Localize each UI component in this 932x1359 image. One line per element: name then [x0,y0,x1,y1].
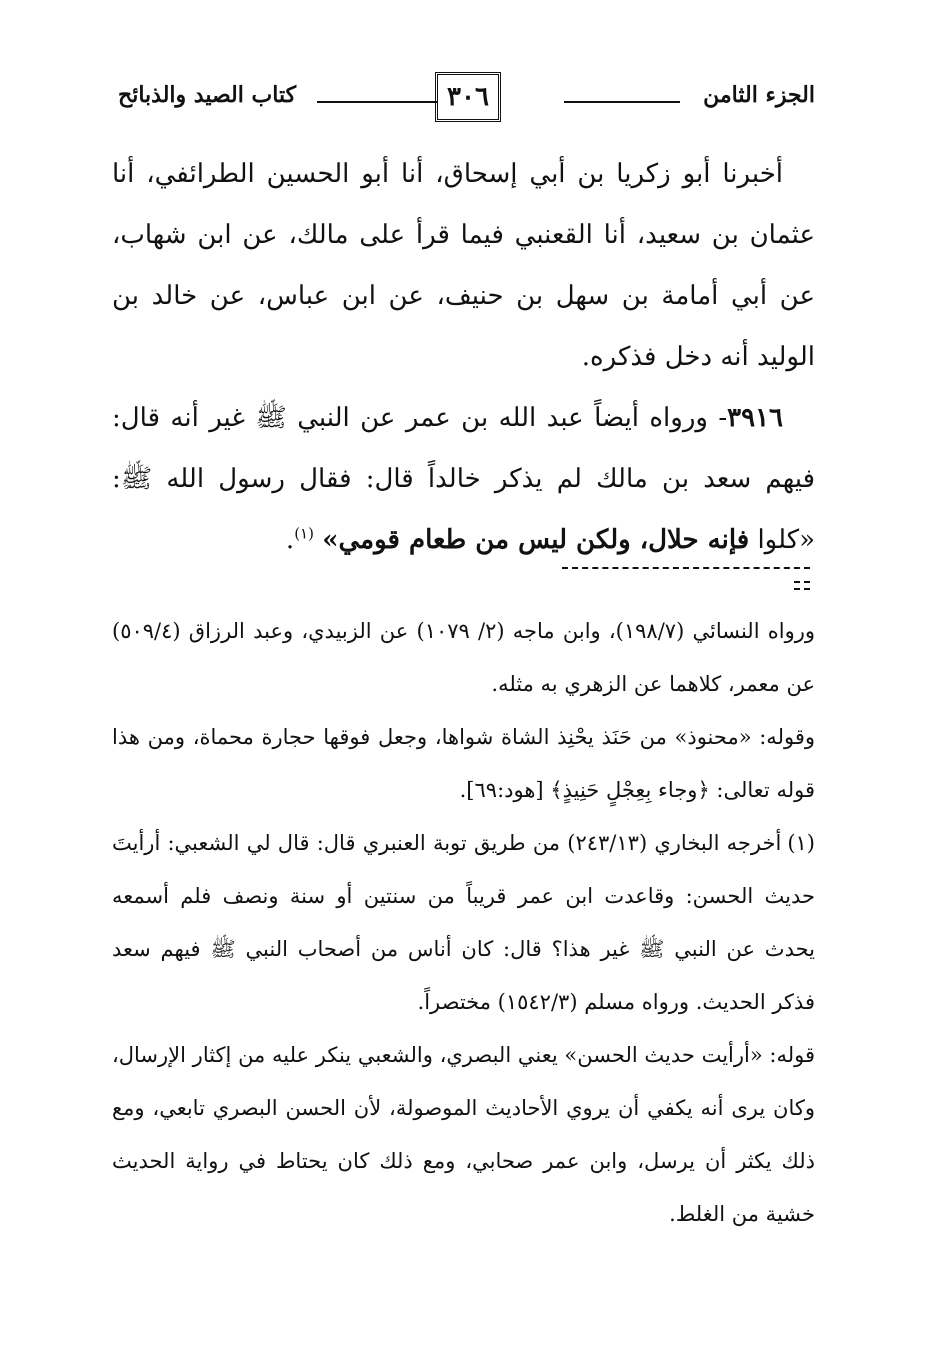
footnote-paragraph [112,817,815,1029]
footnote-reference: (١) [294,524,314,543]
page-number-box [435,72,501,122]
running-header [118,72,815,128]
prophetic-quote-bold: فإنه حلال، ولكن ليس من طعام قومي» [322,525,750,555]
header-rule-right [564,101,680,103]
volume-title: الجزء الثامن [703,82,815,108]
hadith-paragraph [112,388,815,571]
footnote-commentary: قوله: «أرأيت حديث الحسن» يعني البصري، والشعبي ينكر عليه من إكثار الإرسال، وكان يرى أنه يكفي أن يروي الأحاديث الموصولة، لأن الحسن البصري تابعي، ومع ذلك يكثر أن يرسل، وابن عمر صحابي، ومع ذلك كان يحتاط في رواية الحديث خشية من الغلط. [112,1043,815,1226]
separator-dashed-line [562,567,810,569]
narration-paragraph: أخبرنا أبو زكريا بن أبي إسحاق، أنا أبو الحسين الطرائفي، أنا عثمان بن سعيد، أنا القعنبي فيما قرأ على مالك، عن ابن شهاب، عن أبي أمامة بن سهل بن حنيف، عن ابن عباس، عن خالد بن الوليد أنه دخل فذكره. [112,159,815,372]
note-paragraph: وقوله: «محنوذ» من حَنَذ يحْنِذ الشاة شواها، وجعل فوقها حجارة محماة، ومن هذا قوله تعالى: ﴿وجاء بِعِجْلٍ حَنِيذٍ﴾ [هود:٦٩]. [112,725,815,802]
page-number: ٣٠٦ [447,82,489,112]
notes-section [112,605,815,1241]
header-rule-left [317,101,438,103]
notes-separator [560,563,810,593]
hadith-text: - ورواه أيضاً عبد الله بن عمر عن النبي ﷺ غير أنه قال: فيهم سعد بن مالك لم يذكر خالداً قال: فقال رسول الله ﷺ: «كلوا [112,403,815,555]
paragraph-end-period: . [285,525,295,555]
separator-short-line [794,588,810,590]
main-text [112,144,815,571]
note-paragraph: ورواه النسائي (١٩٨/٧)، وابن ماجه (٢/ ١٠٧٩) عن الزبيدي، وعبد الرزاق (٥٠٩/٤) عن معمر، كلاهما عن الزهري به مثله. [112,619,815,696]
footnote-text: أخرجه البخاري (٢٤٣/١٣) من طريق توبة العنبري قال: قال لي الشعبي: أرأيتَ حديث الحسن: وقاعدت ابن عمر قريباً من سنتين أو سنة ونصف فلم أسمعه يحدث عن النبي ﷺ غير هذا؟ قال: كان أناس من أصحاب النبي ﷺ فيهم سعد فذكر الحديث. ورواه مسلم (١٥٤٢/٣) مختصراً. [112,831,815,1014]
hadith-number: ٣٩١٦ [727,403,783,433]
footnote-marker: (١) [787,831,815,855]
separator-short-line [794,581,810,583]
chapter-title: كتاب الصيد والذبائح [118,82,297,108]
